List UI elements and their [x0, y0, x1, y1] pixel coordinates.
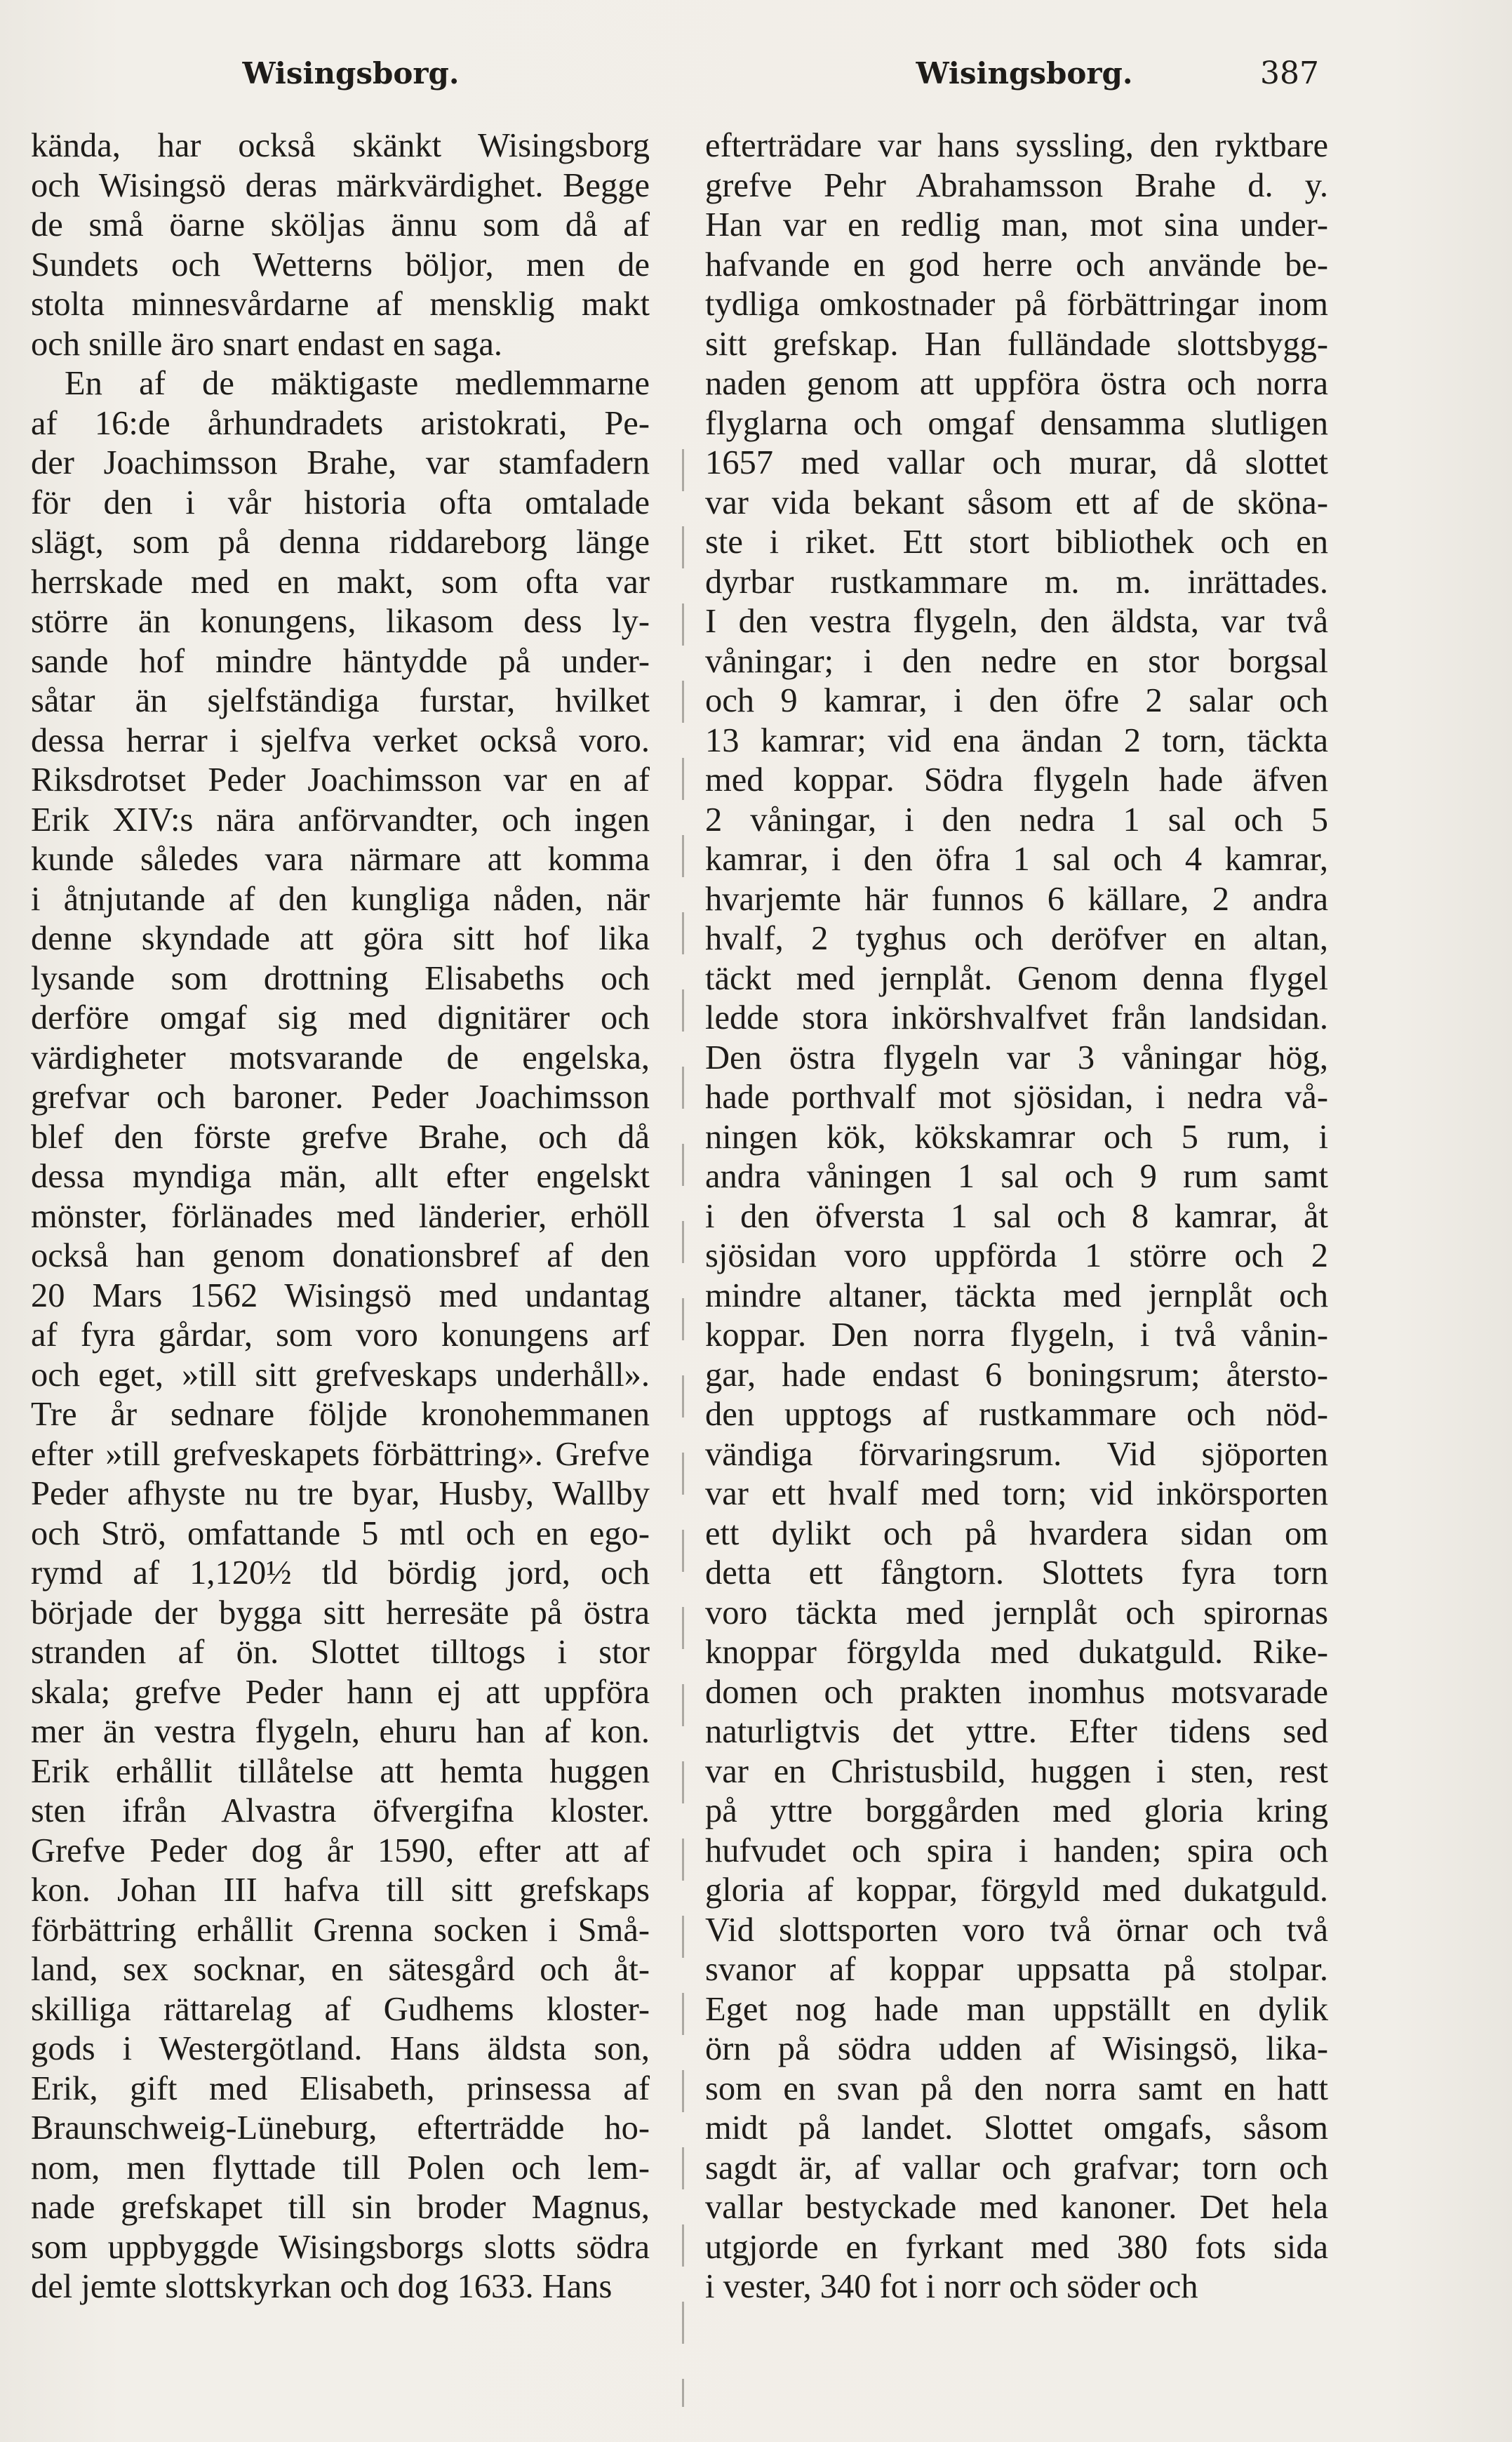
text-line: hufvudet och spira i handen; spira och — [705, 1832, 1328, 1869]
text-line: i vester, 340 fot i norr och söder och — [705, 2268, 1198, 2305]
text-line: flyglarna och omgaf densamma slutligen — [705, 404, 1328, 442]
text-line: Han var en redlig man, mot sina under- — [705, 206, 1328, 243]
text-line: sagdt är, af vallar och grafvar; torn och — [705, 2149, 1328, 2187]
left-text-column — [31, 126, 650, 2307]
text-line: vallar bestyckade med kanoner. Det hela — [705, 2189, 1328, 2226]
text-line: naturligtvis det yttre. Efter tidens sed — [705, 1713, 1328, 1750]
text-line: i åtnjutande af den kungliga nåden, när — [31, 880, 650, 918]
text-line: andra våningen 1 sal och 9 rum samt — [705, 1158, 1328, 1195]
text-line: af fyra gårdar, som voro konungens arf — [31, 1316, 650, 1354]
text-line: del jemte slottskyrkan och dog 1633. Hans — [31, 2268, 613, 2305]
text-line: vändiga förvaringsrum. Vid sjöporten — [705, 1435, 1328, 1473]
text-line: Grefve Peder dog år 1590, efter att af — [31, 1832, 650, 1869]
text-line: större än konungens, likasom dess ly- — [31, 603, 650, 640]
text-line: utgjorde en fyrkant med 380 fots sida — [705, 2228, 1328, 2266]
text-line: hade porthvalf mot sjösidan, i nedra vå- — [705, 1079, 1328, 1116]
text-line: rymd af 1,120½ tld bördig jord, och — [31, 1554, 650, 1592]
text-line: stolta minnesvårdarne af mensklig makt — [31, 286, 650, 323]
text-line: skilliga rättarelag af Gudhems kloster- — [31, 1990, 650, 2028]
text-line: i den öfversta 1 sal och 8 kamrar, åt — [705, 1197, 1328, 1235]
text-line: de små öarne sköljas ännu som då af — [31, 206, 650, 243]
text-line: derföre omgaf sig med dignitärer och — [31, 999, 650, 1036]
text-line: 1657 med vallar och murar, då slottet — [705, 444, 1328, 481]
text-line: knoppar förgylda med dukatguld. Rike- — [705, 1634, 1328, 1671]
text-line: såtar än sjelfständiga furstar, hvilket — [31, 682, 650, 719]
text-line: dyrbar rustkammare m. m. inrättades. — [705, 563, 1328, 601]
text-line: sjösidan voro uppförda 1 större och 2 — [705, 1237, 1328, 1274]
text-line: 2 våningar, i den nedra 1 sal och 5 — [705, 801, 1328, 839]
text-line: naden genom att uppföra östra och norra — [705, 365, 1328, 402]
text-line: och snille äro snart endast en saga. — [31, 325, 503, 363]
text-line: började der bygga sitt herresäte på östra — [31, 1594, 650, 1632]
text-line: sten ifrån Alvastra öfvergifna kloster. — [31, 1792, 650, 1829]
text-line: Erik XIV:s nära anförvandter, och ingen — [31, 801, 650, 839]
text-line: sitt grefskap. Han fulländade slottsbygg- — [705, 325, 1328, 363]
text-line: Riksdrotset Peder Joachimsson var en af — [31, 761, 650, 799]
text-line: Den östra flygeln var 3 våningar hög, — [705, 1039, 1328, 1076]
text-line: var ett hvalf med torn; vid inkörsporten — [705, 1475, 1328, 1512]
text-line: värdigheter motsvarande de engelska, — [31, 1039, 650, 1076]
text-line: ett dylikt och på hvardera sidan om — [705, 1514, 1328, 1552]
text-line: som uppbyggde Wisingsborgs slotts södra — [31, 2228, 650, 2266]
text-line: våningar; i den nedre en stor borgsal — [705, 642, 1328, 680]
text-line: sande hof mindre häntydde på under- — [31, 642, 650, 680]
text-line: och 9 kamrar, i den öfre 2 salar och — [705, 682, 1328, 719]
text-line: den upptogs af rustkammare och nöd- — [705, 1396, 1328, 1433]
text-line: kamrar, i den öfra 1 sal och 4 kamrar, — [705, 841, 1328, 878]
text-line: som en svan på den norra samt en hatt — [705, 2069, 1328, 2107]
text-line: mer än vestra flygeln, ehuru han af kon. — [31, 1713, 650, 1750]
text-line: der Joachimsson Brahe, var stamfadern — [31, 444, 650, 481]
text-line: herrskade med en makt, som ofta var — [31, 563, 650, 601]
text-line: var vida bekant såsom ett af de sköna- — [705, 483, 1328, 521]
text-line: gods i Westergötland. Hans äldsta son, — [31, 2030, 650, 2067]
text-line: ledde stora inkörshvalfvet från landsidan. — [705, 999, 1328, 1036]
text-line: nade grefskapet till sin broder Magnus, — [31, 2189, 650, 2226]
text-line: slägt, som på denna riddareborg länge — [31, 523, 650, 561]
text-line: Tre år sednare följde kronohemmanen — [31, 1396, 650, 1433]
text-line: mindre altaner, täckta med jernplåt och — [705, 1276, 1328, 1314]
text-line: ningen kök, kökskamrar och 5 rum, i — [705, 1118, 1328, 1156]
text-line: mönster, förlänades med länderier, erhöll — [31, 1197, 650, 1235]
text-line: svanor af koppar uppsatta på stolpar. — [705, 1951, 1328, 1988]
text-line: domen och prakten inomhus motsvarade — [705, 1673, 1328, 1711]
column-divider — [682, 449, 684, 2407]
running-head-right: Wisingsborg. — [916, 56, 1133, 91]
text-line: ste i riket. Ett stort bibliothek och en — [705, 523, 1328, 561]
text-line: kända, har också skänkt Wisingsborg — [31, 127, 650, 164]
text-line: Peder afhyste nu tre byar, Husby, Wallby — [31, 1475, 650, 1512]
text-line: förbättring erhållit Grenna socken i Små- — [31, 1911, 650, 1949]
text-line: grefvar och baroner. Peder Joachimsson — [31, 1079, 650, 1116]
text-line: Erik erhållit tillåtelse att hemta huggen — [31, 1752, 650, 1790]
text-line: efterträdare var hans syssling, den ryktbare — [705, 127, 1328, 164]
text-line: Sundets och Wetterns böljor, men de — [31, 246, 650, 283]
text-line: koppar. Den norra flygeln, i två vånin- — [705, 1316, 1328, 1354]
text-line: och Wisingsö deras märkvärdighet. Begge — [31, 166, 650, 204]
text-line: Braunschweig-Lüneburg, efterträdde ho- — [31, 2109, 650, 2147]
text-line: också han genom donationsbref af den — [31, 1237, 650, 1274]
text-line: blef den förste grefve Brahe, och då — [31, 1118, 650, 1156]
text-line: nom, men flyttade till Polen och lem- — [31, 2149, 650, 2187]
text-line: och eget, »till sitt grefveskaps underhåll». — [31, 1356, 650, 1394]
text-line: för den i vår historia ofta omtalade — [31, 483, 650, 521]
text-line: tydliga omkostnader på förbättringar inom — [705, 286, 1328, 323]
text-line: med koppar. Södra flygeln hade äfven — [705, 761, 1328, 799]
text-line: land, sex socknar, en sätesgård och åt- — [31, 1951, 650, 1988]
text-line: örn på södra udden af Wisingsö, lika- — [705, 2030, 1328, 2067]
text-line: dessa myndiga män, allt efter engelskt — [31, 1158, 650, 1195]
right-text-column — [705, 126, 1328, 2307]
text-line: hafvande en god herre och använde be- — [705, 246, 1328, 283]
text-line: gloria af koppar, förgyld med dukatguld. — [705, 1871, 1328, 1909]
text-line: hvarjemte här funnos 6 källare, 2 andra — [705, 880, 1328, 918]
text-line: 13 kamrar; vid ena ändan 2 torn, täckta — [705, 721, 1328, 759]
text-line: midt på landet. Slottet omgafs, såsom — [705, 2109, 1328, 2147]
text-line: En af de mäktigaste medlemmarne — [65, 365, 650, 402]
text-line: Vid slottsporten voro två örnar och två — [705, 1911, 1328, 1949]
text-line: grefve Pehr Abrahamsson Brahe d. y. — [705, 166, 1328, 204]
text-line: af 16:de århundradets aristokrati, Pe- — [31, 404, 650, 442]
text-line: denne skyndade att göra sitt hof lika — [31, 920, 650, 957]
text-line: kon. Johan III hafva till sitt grefskaps — [31, 1871, 650, 1909]
text-line: efter »till grefveskapets förbättring». Grefve — [31, 1435, 650, 1473]
text-line: Erik, gift med Elisabeth, prinsessa af — [31, 2069, 650, 2107]
text-line: kunde således vara närmare att komma — [31, 841, 650, 878]
text-line: detta ett fångtorn. Slottets fyra torn — [705, 1554, 1328, 1592]
running-head-left: Wisingsborg. — [242, 56, 460, 91]
text-line: I den vestra flygeln, den äldsta, var två — [705, 603, 1328, 640]
text-line: gar, hade endast 6 boningsrum; återsto- — [705, 1356, 1328, 1394]
text-line: täckt med jernplåt. Genom denna flygel — [705, 959, 1328, 997]
text-line: 20 Mars 1562 Wisingsö med undantag — [31, 1276, 650, 1314]
text-line: Eget nog hade man uppställt en dylik — [705, 1990, 1328, 2028]
text-line: dessa herrar i sjelfva verket också voro. — [31, 721, 650, 759]
page-number: 387 — [1260, 55, 1319, 91]
text-line: stranden af ön. Slottet tilltogs i stor — [31, 1634, 650, 1671]
text-line: voro täckta med jernplåt och spirornas — [705, 1594, 1328, 1632]
text-line: skala; grefve Peder hann ej att uppföra — [31, 1673, 650, 1711]
text-line: och Strö, omfattande 5 mtl och en ego- — [31, 1514, 650, 1552]
text-line: lysande som drottning Elisabeths och — [31, 959, 650, 997]
text-line: hvalf, 2 tyghus och deröfver en altan, — [705, 920, 1328, 957]
text-line: på yttre borggården med gloria kring — [705, 1792, 1328, 1829]
text-line: var en Christusbild, huggen i sten, rest — [705, 1752, 1328, 1790]
